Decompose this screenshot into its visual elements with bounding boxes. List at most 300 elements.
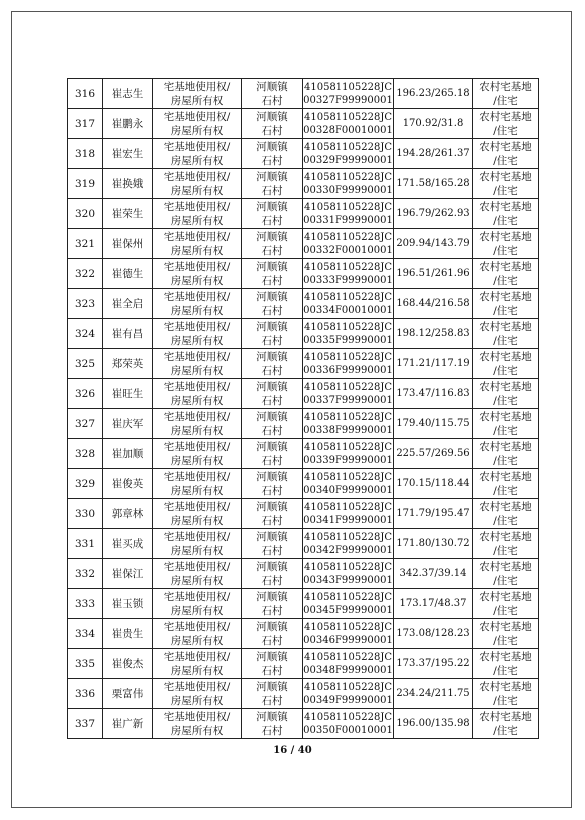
table-row [68,379,539,409]
area-cell: 171.21/117.19 [394,349,473,379]
property-code-cell [303,109,394,139]
property-code-cell [303,319,394,349]
property-code-cell [303,709,394,739]
area-cell: 194.28/261.37 [394,139,473,169]
land-use-cell-line: 农村宅基地 [479,230,532,243]
row-number-cell: 322 [68,259,103,289]
right-type-cell [153,709,242,739]
right-type-cell-line: 房屋所有权 [170,364,224,377]
property-code-cell-line: 00334F00010001 [303,304,393,316]
row-number-cell: 335 [68,649,103,679]
location-cell [242,289,303,319]
location-cell [242,649,303,679]
row-number-cell: 321 [68,229,103,259]
location-cell-line: 河顺镇 [256,560,288,573]
location-cell-line: 石村 [261,184,283,197]
right-type-cell-line: 房屋所有权 [170,124,224,137]
table-row [68,169,539,199]
land-use-cell [473,109,539,139]
land-use-cell-line: 农村宅基地 [479,350,532,363]
right-type-cell-line: 宅基地使用权/ [163,650,231,663]
property-code-cell-line: 00335F99990001 [303,334,393,346]
location-cell [242,619,303,649]
area-cell: 170.15/118.44 [394,469,473,499]
land-use-cell [473,709,539,739]
property-code-cell [303,289,394,319]
property-code-cell-line: 410581105228JC [303,261,392,273]
land-use-cell-line: 农村宅基地 [479,680,532,693]
location-cell [242,679,303,709]
right-type-cell-line: 房屋所有权 [170,424,224,437]
table-row [68,319,539,349]
area-cell: 196.00/135.98 [394,709,473,739]
location-cell-line: 石村 [261,214,283,227]
property-code-cell-line: 00336F99990001 [303,364,393,376]
right-type-cell-line: 房屋所有权 [170,184,224,197]
location-cell [242,709,303,739]
right-type-cell-line: 宅基地使用权/ [163,680,231,693]
right-type-cell [153,289,242,319]
right-type-cell [153,679,242,709]
row-number-cell: 324 [68,319,103,349]
right-type-cell-line: 宅基地使用权/ [163,320,231,333]
owner-name-cell: 崔有昌 [103,319,153,349]
right-type-cell-line: 宅基地使用权/ [163,620,231,633]
land-use-cell [473,199,539,229]
right-type-cell [153,259,242,289]
right-type-cell-line: 宅基地使用权/ [163,590,231,603]
land-use-cell-line: /住宅 [493,454,518,467]
property-code-cell [303,259,394,289]
right-type-cell-line: 宅基地使用权/ [163,500,231,513]
table-row [68,709,539,739]
land-use-cell [473,679,539,709]
location-cell-line: 石村 [261,124,283,137]
land-use-cell-line: 农村宅基地 [479,500,532,513]
right-type-cell-line: 房屋所有权 [170,694,224,707]
property-code-cell-line: 410581105228JC [303,471,392,483]
location-cell [242,229,303,259]
row-number-cell: 329 [68,469,103,499]
location-cell-line: 石村 [261,94,283,107]
row-number-cell: 328 [68,439,103,469]
land-use-cell-line: 农村宅基地 [479,290,532,303]
location-cell-line: 石村 [261,694,283,707]
location-cell-line: 石村 [261,454,283,467]
property-code-cell [303,79,394,109]
right-type-cell [153,169,242,199]
property-code-cell-line: 00341F99990001 [303,514,393,526]
owner-name-cell: 郑荣英 [103,349,153,379]
land-use-cell-line: 农村宅基地 [479,320,532,333]
location-cell-line: 石村 [261,244,283,257]
row-number-cell: 336 [68,679,103,709]
property-code-cell-line: 410581105228JC [303,501,392,513]
property-code-cell-line: 410581105228JC [303,591,392,603]
table-row [68,469,539,499]
location-cell-line: 石村 [261,724,283,737]
land-use-cell [473,529,539,559]
owner-name-cell: 栗富伟 [103,679,153,709]
area-cell: 171.80/130.72 [394,529,473,559]
owner-name-cell: 崔俊英 [103,469,153,499]
land-use-cell-line: /住宅 [493,94,518,107]
owner-name-cell: 崔广新 [103,709,153,739]
row-number-cell: 327 [68,409,103,439]
property-code-cell [303,679,394,709]
location-cell-line: 石村 [261,604,283,617]
property-code-cell [303,379,394,409]
area-cell: 170.92/31.8 [394,109,473,139]
right-type-cell [153,319,242,349]
location-cell-line: 河顺镇 [256,620,288,633]
location-cell-line: 石村 [261,304,283,317]
area-cell: 171.79/195.47 [394,499,473,529]
property-code-cell [303,529,394,559]
land-use-cell-line: /住宅 [493,214,518,227]
right-type-cell [153,349,242,379]
table-row [68,499,539,529]
property-code-cell [303,409,394,439]
owner-name-cell: 崔旺生 [103,379,153,409]
property-code-cell-line: 00332F00010001 [303,244,393,256]
land-use-cell-line: /住宅 [493,364,518,377]
right-type-cell-line: 宅基地使用权/ [163,410,231,423]
right-type-cell-line: 房屋所有权 [170,334,224,347]
location-cell-line: 石村 [261,364,283,377]
location-cell [242,199,303,229]
property-code-cell-line: 410581105228JC [303,531,392,543]
right-type-cell-line: 宅基地使用权/ [163,440,231,453]
land-use-cell-line: /住宅 [493,664,518,677]
right-type-cell-line: 房屋所有权 [170,244,224,257]
property-code-cell [303,469,394,499]
location-cell [242,259,303,289]
location-cell-line: 石村 [261,394,283,407]
right-type-cell-line: 房屋所有权 [170,544,224,557]
property-code-cell-line: 00331F99990001 [303,214,393,226]
location-cell-line: 石村 [261,514,283,527]
location-cell [242,319,303,349]
right-type-cell-line: 宅基地使用权/ [163,710,231,723]
table-row [68,139,539,169]
row-number-cell: 333 [68,589,103,619]
property-code-cell-line: 410581105228JC [303,291,392,303]
land-use-cell-line: /住宅 [493,244,518,257]
location-cell-line: 石村 [261,334,283,347]
property-code-cell-line: 410581105228JC [303,201,392,213]
row-number-cell: 330 [68,499,103,529]
right-type-cell [153,559,242,589]
property-code-cell-line: 00345F99990001 [303,604,393,616]
property-code-cell-line: 410581105228JC [303,81,392,93]
land-use-cell [473,649,539,679]
land-use-cell-line: /住宅 [493,424,518,437]
land-use-cell-line: 农村宅基地 [479,380,532,393]
area-cell: 179.40/115.75 [394,409,473,439]
table-row [68,409,539,439]
owner-name-cell: 崔换娥 [103,169,153,199]
owner-name-cell: 崔玉锁 [103,589,153,619]
table-row [68,109,539,139]
right-type-cell-line: 宅基地使用权/ [163,350,231,363]
property-code-cell-line: 00328F00010001 [303,124,393,136]
land-use-cell-line: /住宅 [493,514,518,527]
land-use-cell-line: 农村宅基地 [479,560,532,573]
location-cell-line: 河顺镇 [256,230,288,243]
right-type-cell-line: 宅基地使用权/ [163,470,231,483]
location-cell-line: 河顺镇 [256,440,288,453]
property-code-cell-line: 00329F99990001 [303,154,393,166]
location-cell [242,169,303,199]
right-type-cell [153,229,242,259]
land-use-cell [473,79,539,109]
location-cell [242,139,303,169]
right-type-cell-line: 房屋所有权 [170,394,224,407]
land-use-cell [473,229,539,259]
land-use-cell-line: 农村宅基地 [479,110,532,123]
row-number-cell: 334 [68,619,103,649]
property-code-cell-line: 00339F99990001 [303,454,393,466]
right-type-cell [153,79,242,109]
area-cell: 196.51/261.96 [394,259,473,289]
owner-name-cell: 崔保江 [103,559,153,589]
land-use-cell-line: /住宅 [493,124,518,137]
location-cell-line: 石村 [261,664,283,677]
land-use-cell-line: /住宅 [493,304,518,317]
location-cell-line: 河顺镇 [256,530,288,543]
right-type-cell [153,469,242,499]
location-cell-line: 河顺镇 [256,140,288,153]
property-code-cell-line: 410581105228JC [303,111,392,123]
owner-name-cell: 崔买成 [103,529,153,559]
land-use-cell-line: 农村宅基地 [479,260,532,273]
right-type-cell-line: 房屋所有权 [170,574,224,587]
table-row [68,349,539,379]
table-row [68,439,539,469]
land-use-cell [473,319,539,349]
property-code-cell-line: 410581105228JC [303,711,392,723]
right-type-cell [153,439,242,469]
land-use-cell [473,619,539,649]
records-table [67,78,539,739]
land-use-cell-line: /住宅 [493,334,518,347]
right-type-cell-line: 宅基地使用权/ [163,170,231,183]
land-use-cell [473,589,539,619]
right-type-cell-line: 宅基地使用权/ [163,200,231,213]
right-type-cell-line: 宅基地使用权/ [163,530,231,543]
land-use-cell [473,259,539,289]
land-use-cell [473,349,539,379]
right-type-cell-line: 宅基地使用权/ [163,290,231,303]
owner-name-cell: 郭章林 [103,499,153,529]
property-code-cell [303,589,394,619]
property-code-cell-line: 410581105228JC [303,411,392,423]
row-number-cell: 331 [68,529,103,559]
property-code-cell [303,199,394,229]
area-cell: 196.23/265.18 [394,79,473,109]
owner-name-cell: 崔贵生 [103,619,153,649]
table-row [68,79,539,109]
property-code-cell-line: 410581105228JC [303,141,392,153]
land-use-cell-line: /住宅 [493,484,518,497]
land-use-cell-line: 农村宅基地 [479,710,532,723]
location-cell [242,499,303,529]
land-use-cell-line: /住宅 [493,724,518,737]
area-cell: 168.44/216.58 [394,289,473,319]
right-type-cell [153,409,242,439]
property-code-cell-line: 00338F99990001 [303,424,393,436]
land-use-cell [473,439,539,469]
property-code-cell [303,619,394,649]
property-code-cell [303,139,394,169]
page-number: 16 / 40 [273,745,312,756]
right-type-cell-line: 房屋所有权 [170,454,224,467]
property-code-cell-line: 410581105228JC [303,381,392,393]
owner-name-cell: 崔宏生 [103,139,153,169]
land-use-cell-line: /住宅 [493,634,518,647]
property-code-cell-line: 00333F99990001 [303,274,393,286]
right-type-cell [153,499,242,529]
land-use-cell-line: /住宅 [493,274,518,287]
location-cell-line: 河顺镇 [256,710,288,723]
area-cell: 173.08/128.23 [394,619,473,649]
land-use-cell-line: 农村宅基地 [479,140,532,153]
area-cell: 342.37/39.14 [394,559,473,589]
right-type-cell-line: 房屋所有权 [170,604,224,617]
right-type-cell [153,529,242,559]
location-cell-line: 河顺镇 [256,470,288,483]
property-code-cell-line: 410581105228JC [303,231,392,243]
land-use-cell-line: 农村宅基地 [479,440,532,453]
location-cell [242,79,303,109]
area-cell: 198.12/258.83 [394,319,473,349]
property-code-cell-line: 00340F99990001 [303,484,393,496]
land-use-cell-line: 农村宅基地 [479,470,532,483]
row-number-cell: 337 [68,709,103,739]
land-use-cell [473,559,539,589]
table-row [68,559,539,589]
row-number-cell: 332 [68,559,103,589]
location-cell [242,529,303,559]
land-use-cell-line: 农村宅基地 [479,530,532,543]
right-type-cell-line: 宅基地使用权/ [163,560,231,573]
table-row [68,229,539,259]
right-type-cell-line: 房屋所有权 [170,274,224,287]
right-type-cell-line: 房屋所有权 [170,214,224,227]
right-type-cell-line: 宅基地使用权/ [163,230,231,243]
owner-name-cell: 崔保州 [103,229,153,259]
location-cell-line: 河顺镇 [256,80,288,93]
land-use-cell-line: /住宅 [493,544,518,557]
location-cell-line: 石村 [261,484,283,497]
property-code-cell [303,649,394,679]
table-row [68,529,539,559]
property-code-cell-line: 00350F00010001 [303,724,393,736]
table-row [68,589,539,619]
right-type-cell-line: 房屋所有权 [170,154,224,167]
location-cell-line: 河顺镇 [256,170,288,183]
property-code-cell [303,559,394,589]
property-code-cell [303,169,394,199]
right-type-cell-line: 房屋所有权 [170,94,224,107]
location-cell-line: 河顺镇 [256,290,288,303]
row-number-cell: 326 [68,379,103,409]
right-type-cell-line: 宅基地使用权/ [163,140,231,153]
location-cell-line: 河顺镇 [256,680,288,693]
right-type-cell-line: 宅基地使用权/ [163,380,231,393]
land-use-cell [473,499,539,529]
right-type-cell-line: 房屋所有权 [170,634,224,647]
location-cell-line: 河顺镇 [256,350,288,363]
property-code-cell-line: 00343F99990001 [303,574,393,586]
area-cell: 173.47/116.83 [394,379,473,409]
row-number-cell: 325 [68,349,103,379]
owner-name-cell: 崔加顺 [103,439,153,469]
location-cell-line: 河顺镇 [256,320,288,333]
location-cell-line: 河顺镇 [256,500,288,513]
location-cell [242,469,303,499]
land-use-cell-line: 农村宅基地 [479,590,532,603]
right-type-cell-line: 宅基地使用权/ [163,260,231,273]
property-code-cell-line: 410581105228JC [303,561,392,573]
right-type-cell [153,109,242,139]
right-type-cell-line: 房屋所有权 [170,724,224,737]
records-table-body [68,79,539,739]
area-cell: 196.79/262.93 [394,199,473,229]
location-cell-line: 石村 [261,634,283,647]
row-number-cell: 320 [68,199,103,229]
owner-name-cell: 崔志生 [103,79,153,109]
land-use-cell-line: /住宅 [493,394,518,407]
row-number-cell: 316 [68,79,103,109]
land-use-cell-line: 农村宅基地 [479,80,532,93]
area-cell: 209.94/143.79 [394,229,473,259]
property-code-cell-line: 00348F99990001 [303,664,393,676]
right-type-cell-line: 宅基地使用权/ [163,110,231,123]
land-use-cell-line: /住宅 [493,694,518,707]
table-row [68,679,539,709]
land-use-cell [473,289,539,319]
area-cell: 171.58/165.28 [394,169,473,199]
row-number-cell: 318 [68,139,103,169]
area-cell: 173.17/48.37 [394,589,473,619]
land-use-cell-line: /住宅 [493,184,518,197]
property-code-cell-line: 410581105228JC [303,621,392,633]
owner-name-cell: 崔德生 [103,259,153,289]
area-cell: 173.37/195.22 [394,649,473,679]
location-cell-line: 河顺镇 [256,650,288,663]
property-code-cell-line: 00346F99990001 [303,634,393,646]
location-cell-line: 石村 [261,154,283,167]
land-use-cell-line: /住宅 [493,154,518,167]
property-code-cell-line: 410581105228JC [303,441,392,453]
table-row [68,199,539,229]
land-use-cell [473,409,539,439]
owner-name-cell: 崔全启 [103,289,153,319]
property-code-cell-line: 00330F99990001 [303,184,393,196]
land-use-cell [473,139,539,169]
land-use-cell-line: 农村宅基地 [479,200,532,213]
owner-name-cell: 崔荣生 [103,199,153,229]
property-code-cell-line: 410581105228JC [303,681,392,693]
owner-name-cell: 崔鹏永 [103,109,153,139]
right-type-cell-line: 宅基地使用权/ [163,80,231,93]
right-type-cell-line: 房屋所有权 [170,304,224,317]
row-number-cell: 319 [68,169,103,199]
right-type-cell-line: 房屋所有权 [170,514,224,527]
location-cell [242,439,303,469]
